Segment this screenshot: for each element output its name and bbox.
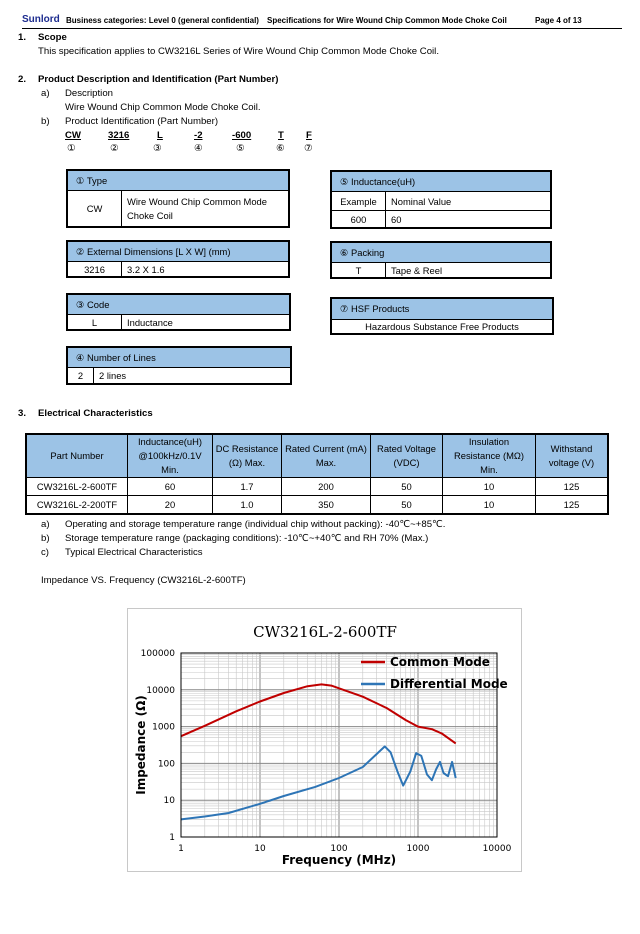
column-header: Insulation Resistance (MΩ) Min. — [443, 434, 536, 478]
column-header: Rated Current (mA) Max. — [282, 434, 371, 478]
table-cell: 200 — [282, 478, 371, 496]
y-tick-label: 100 — [157, 759, 175, 770]
lines-key: 2 — [68, 368, 94, 383]
section1-number: 1. — [18, 32, 27, 43]
note-a-text: Operating and storage temperature range (individual chip without packing): -40℃~+85℃. — [65, 519, 446, 530]
inductance-col-example: Example — [332, 192, 386, 210]
section2a-label: a) — [41, 88, 50, 99]
legend-label: Differential Mode — [390, 677, 508, 691]
impedance-chart-svg — [128, 609, 521, 871]
brand-logo: Sunlord — [22, 14, 60, 25]
lines-box — [66, 346, 292, 385]
lines-value: 2 lines — [99, 370, 127, 381]
circle-marker-5: ⑤ — [236, 143, 245, 154]
column-header: Rated Voltage (VDC) — [371, 434, 443, 478]
table-cell: 350 — [282, 496, 371, 515]
column-header: Withstand voltage (V) — [536, 434, 609, 478]
x-tick-label: 10 — [254, 844, 266, 854]
section1-text: This specification applies to CW3216L Series of Wire Wound Chip Common Mode Choke Coil. — [38, 46, 439, 57]
type-key: CW — [68, 191, 122, 226]
table-cell: 125 — [536, 496, 609, 515]
part-segment-size: 3216 — [108, 130, 130, 141]
section3-number: 3. — [18, 408, 27, 419]
part-segment-cw: CW — [65, 130, 81, 141]
section2-title: Product Description and Identification (Part Number) — [38, 74, 279, 85]
code-value: Inductance — [127, 316, 173, 328]
inductance-box — [330, 170, 552, 229]
table-row — [26, 496, 608, 515]
type-box — [66, 169, 290, 228]
chart-legend — [361, 655, 508, 691]
section2b-label: b) — [41, 116, 50, 127]
electrical-characteristics-table — [25, 433, 609, 515]
note-b-label: b) — [41, 533, 50, 544]
table-cell: 50 — [371, 478, 443, 496]
legend-label: Common Mode — [390, 655, 490, 669]
y-tick-label: 100000 — [140, 649, 175, 659]
impedance-chart — [127, 608, 522, 872]
table-cell: 125 — [536, 478, 609, 496]
column-header: Inductance(uH) @100kHz/0.1V Min. — [128, 434, 213, 478]
circle-marker-1: ① — [67, 143, 76, 154]
part-segment-inductance: -600 — [232, 130, 252, 141]
x-tick-label: 1000 — [406, 844, 430, 854]
table-cell: CW3216L-2-200TF — [26, 496, 128, 515]
column-header: DC Resistance (Ω) Max. — [213, 434, 282, 478]
table-cell: 10 — [443, 496, 536, 515]
inductance-value: 60 — [391, 213, 402, 225]
x-tick-label: 1 — [178, 844, 184, 854]
table-cell: 50 — [371, 496, 443, 515]
dimensions-box — [66, 240, 290, 278]
circle-marker-4: ④ — [194, 143, 203, 154]
table-header-row — [26, 434, 608, 478]
x-tick-label: 100 — [330, 844, 348, 854]
section2a-title: Description — [65, 88, 113, 99]
y-tick-label: 1000 — [152, 722, 175, 733]
table-cell: CW3216L-2-600TF — [26, 478, 128, 496]
circle-marker-7: ⑦ — [304, 143, 313, 154]
hsf-box — [330, 297, 554, 335]
y-tick-label: 1 — [169, 833, 175, 843]
code-box — [66, 293, 291, 331]
code-key: L — [68, 315, 122, 329]
note-c-text: Typical Electrical Characteristics — [65, 547, 203, 558]
dimensions-box-header: ② External Dimensions [L X W] (mm) — [68, 242, 288, 262]
chart-caption: Impedance VS. Frequency (CW3216L-2-600TF) — [41, 575, 246, 586]
table-cell: 1.0 — [213, 496, 282, 515]
section3-title: Electrical Characteristics — [38, 408, 153, 419]
part-segment-packing: T — [278, 130, 284, 141]
circle-marker-6: ⑥ — [276, 143, 285, 154]
table-cell: 1.7 — [213, 478, 282, 496]
table-row — [26, 478, 608, 496]
inductance-box-header: ⑤ Inductance(uH) — [332, 172, 550, 192]
circle-marker-3: ③ — [153, 143, 162, 154]
type-value: Wire Wound Chip Common Mode Choke Coil — [127, 195, 267, 221]
section2b-title: Product Identification (Part Number) — [65, 116, 219, 127]
section1-title: Scope — [38, 32, 67, 43]
x-tick-label: 10000 — [482, 844, 512, 854]
part-segment-hsf: F — [306, 130, 312, 141]
circle-marker-2: ② — [110, 143, 119, 154]
section2-number: 2. — [18, 74, 27, 85]
x-axis-label: Frequency (MHz) — [281, 853, 397, 867]
y-tick-label: 10000 — [146, 685, 175, 696]
table-cell: 20 — [128, 496, 213, 515]
packing-box — [330, 241, 552, 279]
note-c-label: c) — [41, 547, 49, 558]
dimensions-key: 3216 — [68, 262, 122, 276]
hsf-box-header: ⑦ HSF Products — [332, 299, 552, 320]
chart-title: CW3216L-2-600TF — [253, 623, 397, 641]
note-b-text: Storage temperature range (packaging conditions): -10℃~+40℃ and RH 70% (Max.) — [65, 533, 429, 544]
lines-box-header: ④ Number of Lines — [68, 348, 290, 368]
part-segment-lines: -2 — [194, 130, 203, 141]
table-cell: 60 — [128, 478, 213, 496]
note-a-label: a) — [41, 519, 50, 530]
inductance-col-nominal: Nominal Value — [391, 195, 452, 207]
part-segment-code: L — [157, 130, 163, 141]
table-cell: 10 — [443, 478, 536, 496]
page-number: Page 4 of 13 — [535, 16, 582, 25]
section2a-text: Wire Wound Chip Common Mode Choke Coil. — [65, 102, 261, 113]
packing-value: Tape & Reel — [391, 264, 443, 276]
packing-box-header: ⑥ Packing — [332, 243, 550, 263]
page-header — [22, 14, 622, 29]
y-tick-label: 10 — [163, 796, 175, 807]
packing-key: T — [332, 263, 386, 277]
inductance-key: 600 — [332, 211, 386, 227]
column-header: Part Number — [26, 434, 128, 478]
y-axis-label: Impedance (Ω) — [134, 695, 148, 795]
type-box-header: ① Type — [68, 171, 288, 191]
code-box-header: ③ Code — [68, 295, 289, 315]
dimensions-value: 3.2 X 1.6 — [127, 263, 165, 275]
business-category: Business categories: Level 0 (general confidential) — [66, 16, 259, 25]
document-title: Specifications for Wire Wound Chip Common Mode Choke Coil — [267, 16, 507, 25]
hsf-value: Hazardous Substance Free Products — [365, 321, 519, 332]
